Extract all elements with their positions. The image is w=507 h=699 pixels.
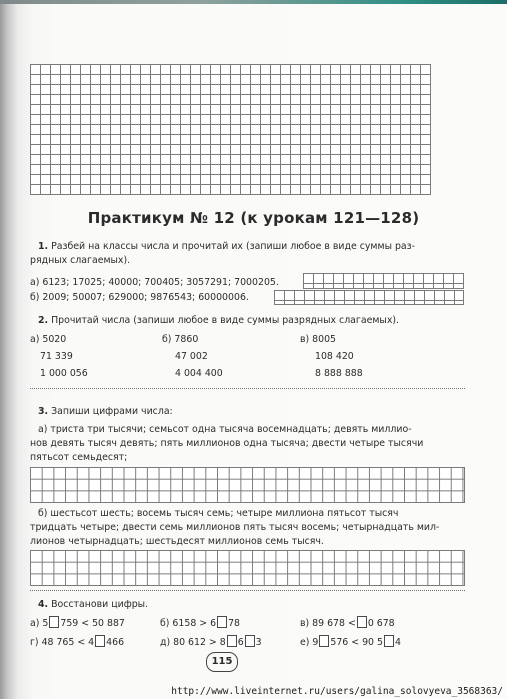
task4-b-part: б) 6158 > 6 [160, 618, 217, 629]
task3-b-line3: лионов четырнадцать; шестьдесят миллионов семь тысяч. [30, 536, 324, 547]
task3-number: 3. [38, 406, 49, 417]
task4-d-part: 466 [106, 637, 125, 648]
task4-f [300, 635, 401, 649]
task3-a-grid [30, 467, 465, 503]
task4-a-part: 759 < 50 887 [60, 618, 125, 629]
task1-b: б) 2009; 50007; 629000; 9876543; 60000006. [30, 292, 249, 303]
task2-col-a [30, 331, 88, 382]
top-grid [30, 64, 431, 195]
task1-text [38, 240, 415, 253]
digit-box[interactable] [49, 616, 59, 628]
task2-c-item: 108 420 [315, 351, 354, 362]
page-title: Практикум № 12 (к урокам 121—128) [87, 209, 420, 227]
task3-a-line1: а) триста три тысячи; семьсот одна тысяча восемнадцать; девять миллио- [38, 424, 412, 435]
task2-a-item: 1 000 056 [40, 368, 88, 379]
task3-text-line: Запиши цифрами числа: [51, 406, 173, 417]
page-top-edge [0, 0, 507, 4]
task2-col-b [162, 331, 223, 382]
task2-col-c [300, 331, 363, 382]
task4-e-part: 6 [237, 637, 244, 648]
task4-e [160, 635, 262, 649]
task4-f-part: 4 [394, 637, 401, 648]
task3-b-grid [30, 550, 465, 586]
task2-c-item: 8 888 888 [315, 368, 363, 379]
task4-d-part: г) 48 765 < 4 [30, 637, 95, 648]
separator [30, 590, 465, 591]
task3-b-line2: тридцать четыре; двести семь миллионов пять тысяч восемь; четырнадцать мил- [30, 522, 440, 533]
task4-e-part: д) 80 612 > 8 [160, 637, 226, 648]
task1-a-grid [303, 273, 464, 289]
watermark-url: http://www.liveinternet.ru/users/galina_solovyeva_3568363/ [171, 686, 503, 697]
digit-box[interactable] [227, 635, 237, 647]
task4-d [30, 635, 124, 649]
task3-a-line3: пятьсот семьдесят; [30, 452, 128, 463]
task4-c-part: 0 678 [367, 618, 395, 629]
task4-f-part: 576 < 90 5 [330, 637, 383, 648]
digit-box[interactable] [95, 635, 105, 647]
task4-c-part: в) 89 678 < [300, 618, 356, 629]
task1-text-line1: Разбей на классы числа и прочитай их (запиши любое в виде суммы раз- [51, 241, 416, 252]
task1-number: 1. [38, 241, 49, 252]
task4-text [38, 598, 148, 611]
digit-box[interactable] [217, 616, 227, 628]
task2-text-line: Прочитай числа (запиши любое в виде суммы разрядных слагаемых). [51, 315, 400, 326]
task4-c [300, 616, 395, 630]
task4-number: 4. [38, 599, 49, 610]
task2-b-item: 4 004 400 [175, 368, 223, 379]
digit-box[interactable] [245, 635, 255, 647]
task4-a-part: а) 5 [30, 618, 49, 629]
task4-b-part: 78 [228, 618, 240, 629]
task2-number: 2. [38, 315, 49, 326]
task1-a: а) 6123; 17025; 40000; 700405; 3057291; 7000205. [30, 277, 279, 288]
task2-a-item: 71 339 [40, 351, 73, 362]
task2-b-item: 47 002 [175, 351, 208, 362]
digit-box[interactable] [384, 635, 394, 647]
task4-text-line: Восстанови цифры. [51, 599, 149, 610]
task4-e-part: 3 [255, 637, 262, 648]
digit-box[interactable] [319, 635, 329, 647]
task2-a-item: а) 5020 [30, 334, 67, 345]
task4-a [30, 616, 125, 630]
task4-b [160, 616, 240, 630]
page-number: 115 [206, 652, 238, 672]
separator [30, 388, 465, 389]
task1-text-line2: рядных слагаемых). [30, 255, 131, 266]
task3-text [38, 405, 173, 418]
task3-a-line2: нов девять тысяч девять; пять миллионов одна тысяча; двести четыре тысячи [30, 438, 424, 449]
task2-c-item: в) 8005 [300, 334, 337, 345]
task2-b-item: б) 7860 [162, 334, 199, 345]
task3-b-line1: б) шестьсот шесть; восемь тысяч семь; четыре миллиона пятьсот тысяч [38, 508, 399, 519]
task4-f-part: е) 9 [300, 637, 319, 648]
task1-b-grid [274, 290, 464, 305]
task2-text [38, 314, 399, 327]
digit-box[interactable] [357, 616, 367, 628]
